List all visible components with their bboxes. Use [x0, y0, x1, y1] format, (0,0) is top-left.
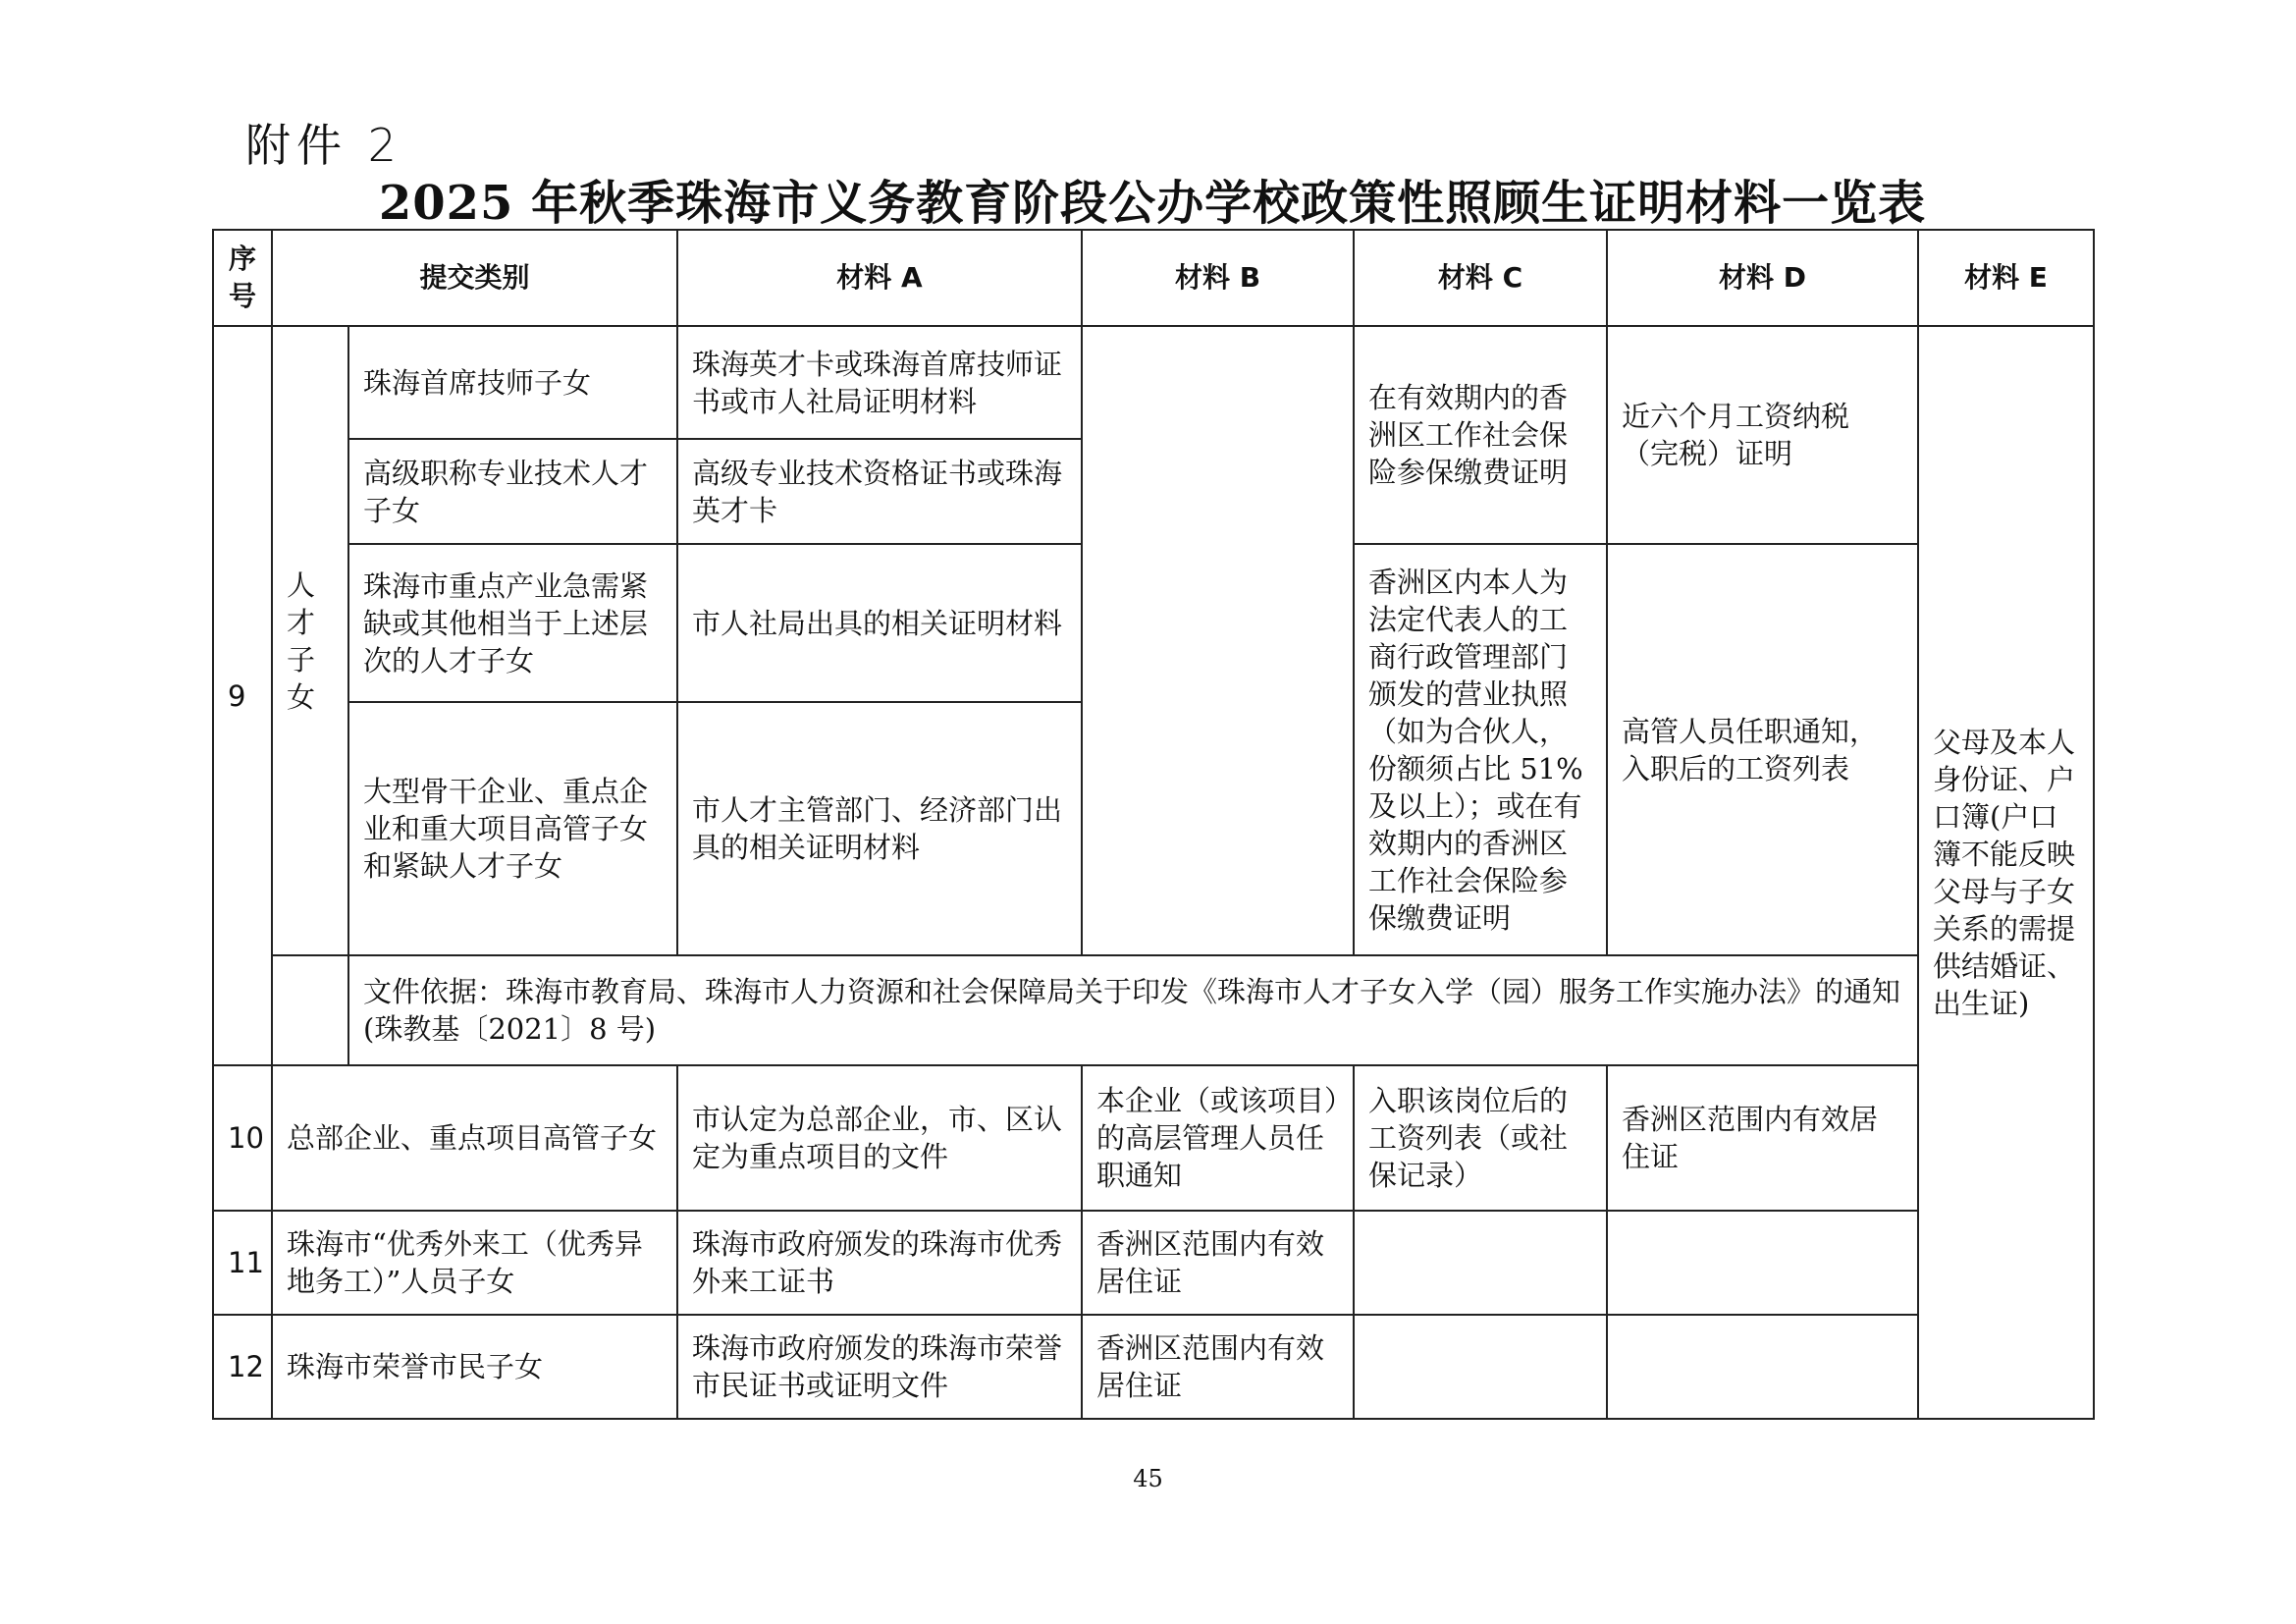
table-row	[213, 1315, 2094, 1419]
row-12-material-a: 珠海市政府颁发的珠海市荣誉市民证书或证明文件	[677, 1315, 1082, 1419]
row-9-material-d-bottom: 高管人员任职通知，入职后的工资列表	[1607, 544, 1918, 955]
row-9-seq: 9	[213, 326, 272, 1065]
row-9-material-c-bottom: 香洲区内本人为法定代表人的工商行政管理部门颁发的营业执照（如为合伙人，份额须占比 51%及以上）；或在有效期内的香洲区工作社会保险参保缴费证明	[1354, 544, 1607, 955]
page-title: 2025 年秋季珠海市义务教育阶段公办学校政策性照顾生证明材料一览表	[378, 176, 1927, 231]
group-label	[287, 567, 334, 716]
row-12-material-c	[1354, 1315, 1607, 1419]
row-10-material-c: 入职该岗位后的工资列表（或社保记录）	[1354, 1065, 1607, 1211]
row-9-1-category: 珠海首席技师子女	[348, 326, 677, 439]
table-row	[213, 1065, 2094, 1211]
row-12-material-d	[1607, 1315, 1918, 1419]
row-9-2-category: 高级职称专业技术人才子女	[348, 439, 677, 544]
row-10-material-a: 市认定为总部企业，市、区认定为重点项目的文件	[677, 1065, 1082, 1211]
row-9-note: 文件依据：珠海市教育局、珠海市人力资源和社会保障局关于印发《珠海市人才子女入学（园）服务工作实施办法》的通知(珠教基〔2021〕8 号)	[348, 955, 1918, 1065]
header-seq-char: 序	[228, 243, 256, 275]
row-11-material-a: 珠海市政府颁发的珠海市优秀外来工证书	[677, 1211, 1082, 1315]
row-11-material-b: 香洲区范围内有效居住证	[1082, 1211, 1354, 1315]
row-9-3-category: 珠海市重点产业急需紧缺或其他相当于上述层次的人才子女	[348, 544, 677, 702]
group-char: 才	[287, 605, 316, 639]
header-material-d: 材料 D	[1607, 230, 1918, 326]
table-row	[213, 955, 2094, 1065]
row-11-seq: 11	[213, 1211, 272, 1315]
row-9-material-b	[1082, 326, 1354, 955]
row-9-3-material-a: 市人社局出具的相关证明材料	[677, 544, 1082, 702]
header-material-c: 材料 C	[1354, 230, 1607, 326]
group-char: 子	[287, 642, 316, 677]
row-11-material-d	[1607, 1211, 1918, 1315]
row-9-material-c-top: 在有效期内的香洲区工作社会保险参保缴费证明	[1354, 326, 1607, 544]
row-9-note-spacer	[272, 955, 348, 1065]
header-material-b: 材料 B	[1082, 230, 1354, 326]
row-9-2-material-a: 高级专业技术资格证书或珠海英才卡	[677, 439, 1082, 544]
page-number: 45	[1133, 1465, 1163, 1492]
table-row	[213, 1211, 2094, 1315]
group-char: 女	[287, 679, 316, 714]
row-12-seq: 12	[213, 1315, 272, 1419]
row-11-material-c	[1354, 1211, 1607, 1315]
row-9-group	[272, 326, 348, 955]
materials-table	[212, 229, 2095, 1420]
row-10-seq: 10	[213, 1065, 272, 1211]
row-10-material-d: 香洲区范围内有效居住证	[1607, 1065, 1918, 1211]
attachment-label: 附件 2	[245, 119, 402, 172]
header-category: 提交类别	[272, 230, 677, 326]
material-e-shared: 父母及本人身份证、户口簿(户口簿不能反映父母与子女关系的需提供结婚证、出生证)	[1918, 326, 2094, 1419]
group-char: 人	[287, 568, 316, 602]
row-10-material-b: 本企业（或该项目）的高层管理人员任职通知	[1082, 1065, 1354, 1211]
header-seq-char: 号	[228, 280, 256, 312]
table-row	[213, 326, 2094, 439]
row-9-material-d-top: 近六个月工资纳税（完税）证明	[1607, 326, 1918, 544]
header-material-a: 材料 A	[677, 230, 1082, 326]
row-11-category: 珠海市“优秀外来工（优秀异地务工）”人员子女	[272, 1211, 677, 1315]
row-12-material-b: 香洲区范围内有效居住证	[1082, 1315, 1354, 1419]
row-12-category: 珠海市荣誉市民子女	[272, 1315, 677, 1419]
row-10-category: 总部企业、重点项目高管子女	[272, 1065, 677, 1211]
header-row	[213, 230, 2094, 326]
header-seq	[213, 230, 272, 326]
row-9-4-category: 大型骨干企业、重点企业和重大项目高管子女和紧缺人才子女	[348, 702, 677, 955]
row-9-1-material-a: 珠海英才卡或珠海首席技师证书或市人社局证明材料	[677, 326, 1082, 439]
header-material-e: 材料 E	[1918, 230, 2094, 326]
row-9-4-material-a: 市人才主管部门、经济部门出具的相关证明材料	[677, 702, 1082, 955]
